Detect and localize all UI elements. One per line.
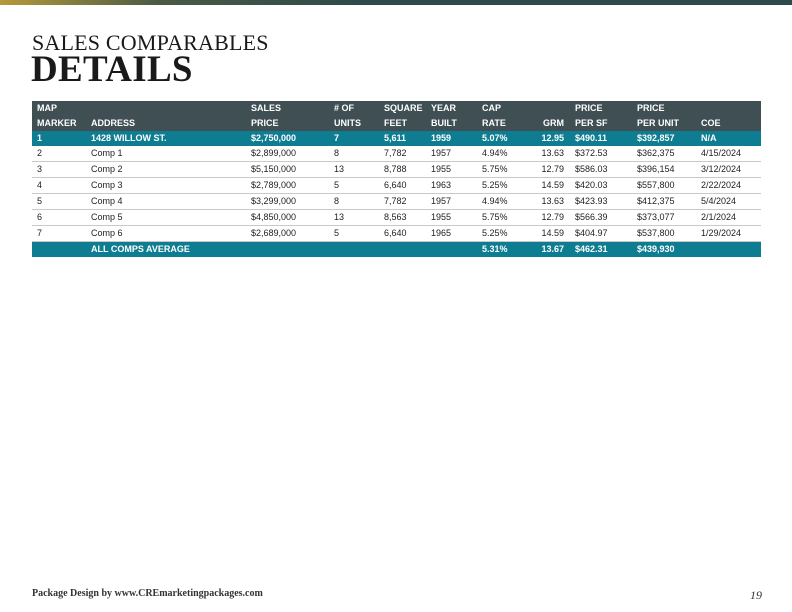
cell: $412,375 [632, 194, 696, 210]
col-header-coe-label: COE [696, 116, 761, 131]
cell: $372.53 [570, 146, 632, 162]
cell: 14.59 [524, 178, 570, 194]
average-price-per-unit: $439,930 [632, 242, 696, 258]
col-header-year-built: YEAR [426, 101, 477, 116]
cell [329, 242, 379, 258]
cell: 7 [32, 226, 86, 242]
cell: 13.63 [524, 194, 570, 210]
cell: 8,788 [379, 162, 426, 178]
col-header-address [86, 101, 246, 116]
cell: 4.94% [477, 146, 524, 162]
cell: Comp 1 [86, 146, 246, 162]
cell: 1428 WILLOW ST. [86, 131, 246, 146]
average-grm: 13.67 [524, 242, 570, 258]
table-row [32, 146, 761, 162]
cell: $5,150,000 [246, 162, 329, 178]
col-header-marker: MARKER [32, 116, 86, 131]
cell: 7 [329, 131, 379, 146]
cell: $537,800 [632, 226, 696, 242]
cell: $586.03 [570, 162, 632, 178]
col-header-address-label: ADDRESS [86, 116, 246, 131]
cell: 7,782 [379, 146, 426, 162]
cell: $566.39 [570, 210, 632, 226]
cell: 1955 [426, 162, 477, 178]
cell [32, 242, 86, 258]
cell: $396,154 [632, 162, 696, 178]
cell: 3/12/2024 [696, 162, 761, 178]
table-row [32, 162, 761, 178]
table-row [32, 210, 761, 226]
cell: 4.94% [477, 194, 524, 210]
cell: 5.25% [477, 178, 524, 194]
col-header-grm [524, 101, 570, 116]
cell: 14.59 [524, 226, 570, 242]
cell: 5.75% [477, 162, 524, 178]
cell: $420.03 [570, 178, 632, 194]
cell: 5 [329, 226, 379, 242]
cell [696, 242, 761, 258]
col-header-grm-label: GRM [524, 116, 570, 131]
col-header-units: # OF [329, 101, 379, 116]
cell: 1965 [426, 226, 477, 242]
cell: 5,611 [379, 131, 426, 146]
col-header-units-label: UNITS [329, 116, 379, 131]
average-price-per-sf: $462.31 [570, 242, 632, 258]
cell: 8 [329, 146, 379, 162]
cell: 3 [32, 162, 86, 178]
cell: $2,750,000 [246, 131, 329, 146]
cell: 5 [32, 194, 86, 210]
cell: 1955 [426, 210, 477, 226]
col-header-price: PRICE [246, 116, 329, 131]
header-row-1 [32, 101, 761, 116]
cell: 4/15/2024 [696, 146, 761, 162]
cell: $2,899,000 [246, 146, 329, 162]
cell: 2/1/2024 [696, 210, 761, 226]
cell: $2,789,000 [246, 178, 329, 194]
cell: 7,782 [379, 194, 426, 210]
average-row [32, 242, 761, 258]
cell: 12.95 [524, 131, 570, 146]
page-subtitle: SALES COMPARABLES [32, 30, 269, 55]
cell [246, 242, 329, 258]
cell: 13.63 [524, 146, 570, 162]
cell [379, 242, 426, 258]
cell: 2 [32, 146, 86, 162]
cell: 12.79 [524, 162, 570, 178]
col-header-square-feet: SQUARE [379, 101, 426, 116]
header-row-2 [32, 116, 761, 131]
col-header-built: BUILT [426, 116, 477, 131]
cell: 6,640 [379, 226, 426, 242]
col-header-sales-price: SALES [246, 101, 329, 116]
cell: 6,640 [379, 178, 426, 194]
col-header-feet: FEET [379, 116, 426, 131]
page-number: 19 [750, 588, 762, 602]
table-row [32, 178, 761, 194]
sales-comparables-table [32, 101, 761, 257]
col-header-rate: RATE [477, 116, 524, 131]
cell: 1959 [426, 131, 477, 146]
cell: 13 [329, 162, 379, 178]
cell [426, 242, 477, 258]
cell: 1/29/2024 [696, 226, 761, 242]
cell: Comp 2 [86, 162, 246, 178]
cell: $423.93 [570, 194, 632, 210]
cell: 6 [32, 210, 86, 226]
cell: $392,857 [632, 131, 696, 146]
cell: 4 [32, 178, 86, 194]
page-title: DETAILS [31, 49, 193, 90]
cell: N/A [696, 131, 761, 146]
cell: $404.97 [570, 226, 632, 242]
col-header-price-per-unit: PRICE [632, 101, 696, 116]
col-header-price-per-sf: PRICE [570, 101, 632, 116]
average-label: ALL COMPS AVERAGE [86, 242, 246, 258]
cell: $490.11 [570, 131, 632, 146]
col-header-coe [696, 101, 761, 116]
cell: Comp 6 [86, 226, 246, 242]
cell: 5 [329, 178, 379, 194]
cell: 1 [32, 131, 86, 146]
cell: $557,800 [632, 178, 696, 194]
top-accent-bar [0, 0, 792, 5]
cell: $373,077 [632, 210, 696, 226]
cell: 1963 [426, 178, 477, 194]
cell: 8 [329, 194, 379, 210]
cell: 5/4/2024 [696, 194, 761, 210]
cell: 1957 [426, 146, 477, 162]
cell: $4,850,000 [246, 210, 329, 226]
cell: 1957 [426, 194, 477, 210]
cell: $2,689,000 [246, 226, 329, 242]
cell: $3,299,000 [246, 194, 329, 210]
average-cap-rate: 5.31% [477, 242, 524, 258]
cell: 2/22/2024 [696, 178, 761, 194]
cell: 5.25% [477, 226, 524, 242]
cell: Comp 5 [86, 210, 246, 226]
table-row [32, 194, 761, 210]
cell: Comp 3 [86, 178, 246, 194]
cell: Comp 4 [86, 194, 246, 210]
cell: 12.79 [524, 210, 570, 226]
col-header-per-unit: PER UNIT [632, 116, 696, 131]
subject-property-row [32, 131, 761, 146]
col-header-per-sf: PER SF [570, 116, 632, 131]
cell: 5.75% [477, 210, 524, 226]
cell: 8,563 [379, 210, 426, 226]
footer-credit: Package Design by www.CREmarketingpackages.com [32, 588, 263, 599]
cell: 13 [329, 210, 379, 226]
cell: $362,375 [632, 146, 696, 162]
table-row [32, 226, 761, 242]
col-header-map: MAP [32, 101, 86, 116]
col-header-cap-rate: CAP [477, 101, 524, 116]
cell: 5.07% [477, 131, 524, 146]
